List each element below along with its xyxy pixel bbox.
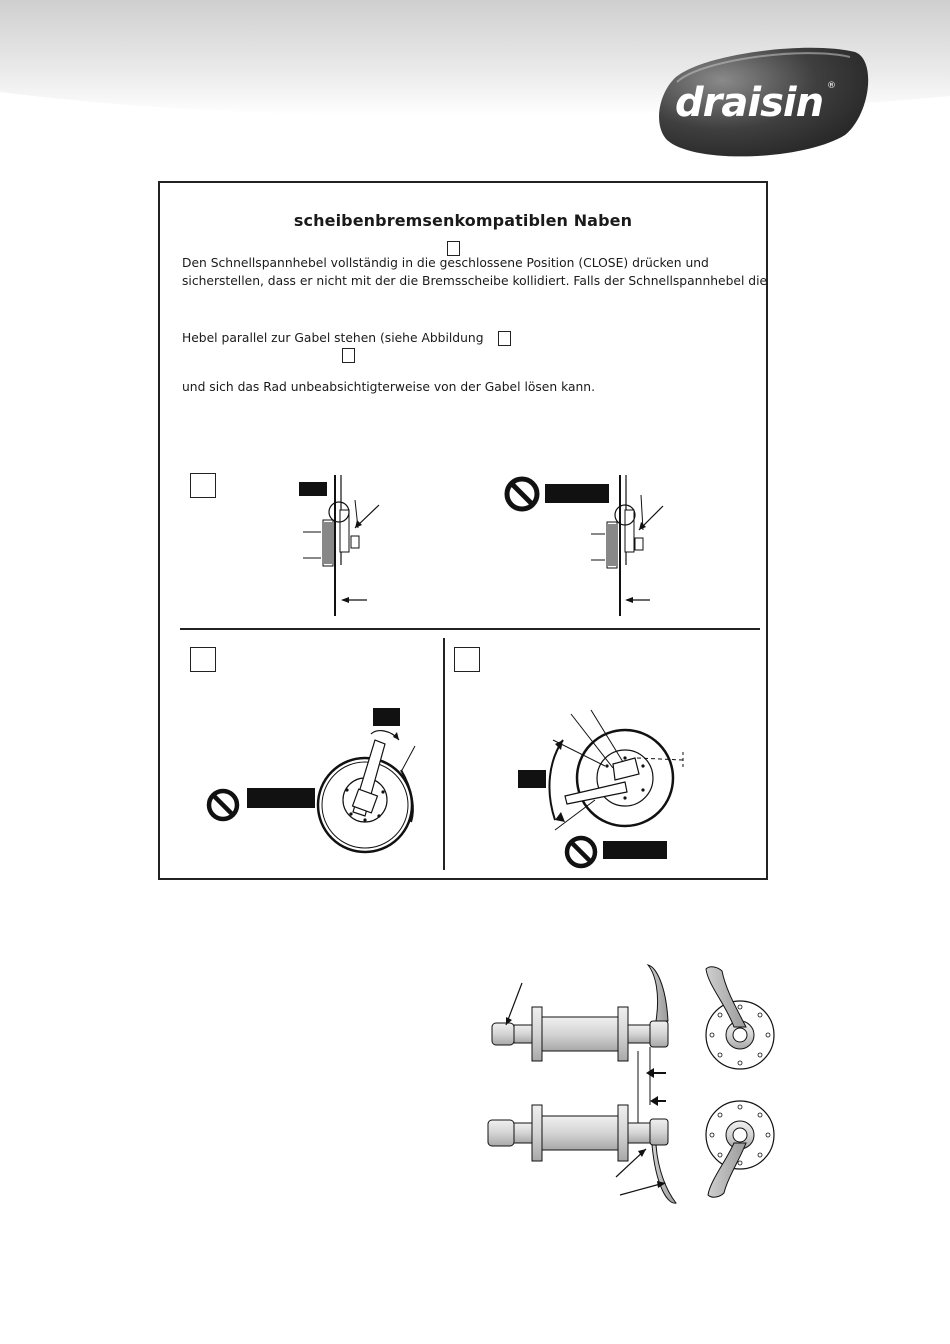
- figure-number-box: [190, 473, 216, 498]
- figure-reference-box: [447, 241, 460, 256]
- figure-number-box: [454, 647, 480, 672]
- draisin-logo: [655, 40, 870, 165]
- hub-open: [492, 965, 668, 1061]
- paragraph1-line2: sicherstellen, dass er nicht mit der die Bremsscheibe kollidiert. Falls der Schnellspannhebel die: [182, 274, 768, 288]
- label-placeholder: [373, 708, 400, 726]
- flange-front-view-closed: [706, 1101, 774, 1197]
- paragraph3-line1: und sich das Rad unbeabsichtigterweise von der Gabel lösen kann.: [182, 380, 596, 394]
- hub-side-view-incorrect: [505, 470, 665, 620]
- label-placeholder: [603, 841, 667, 859]
- registered-mark: ®: [827, 81, 836, 91]
- label-placeholder: [247, 788, 315, 808]
- hub-quick-release-illustration: [470, 955, 790, 1210]
- section-title: scheibenbremsenkompatiblen Naben: [293, 211, 633, 230]
- figure-reference-box: [342, 348, 355, 363]
- label-placeholder: [518, 770, 546, 788]
- lever-front-view-left: [205, 700, 430, 865]
- figure-divider-vertical: [443, 638, 445, 870]
- paragraph1-line1: Den Schnellspannhebel vollständig in die geschlossene Position (CLOSE) drücken und: [182, 256, 709, 270]
- figure-reference-box: [498, 331, 511, 346]
- figure-divider-horizontal: [180, 628, 760, 630]
- figure-number-box: [190, 647, 216, 672]
- hub-closed: [488, 1105, 676, 1203]
- flange-front-view-open: [706, 967, 774, 1069]
- lever-front-view-right: [515, 700, 730, 870]
- label-placeholder: [299, 482, 327, 496]
- paragraph2-line1: Hebel parallel zur Gabel stehen (siehe Abbildung: [182, 331, 484, 345]
- hub-side-view-correct: [285, 470, 385, 620]
- logo-text: draisin: [675, 80, 824, 126]
- label-placeholder: [545, 484, 609, 503]
